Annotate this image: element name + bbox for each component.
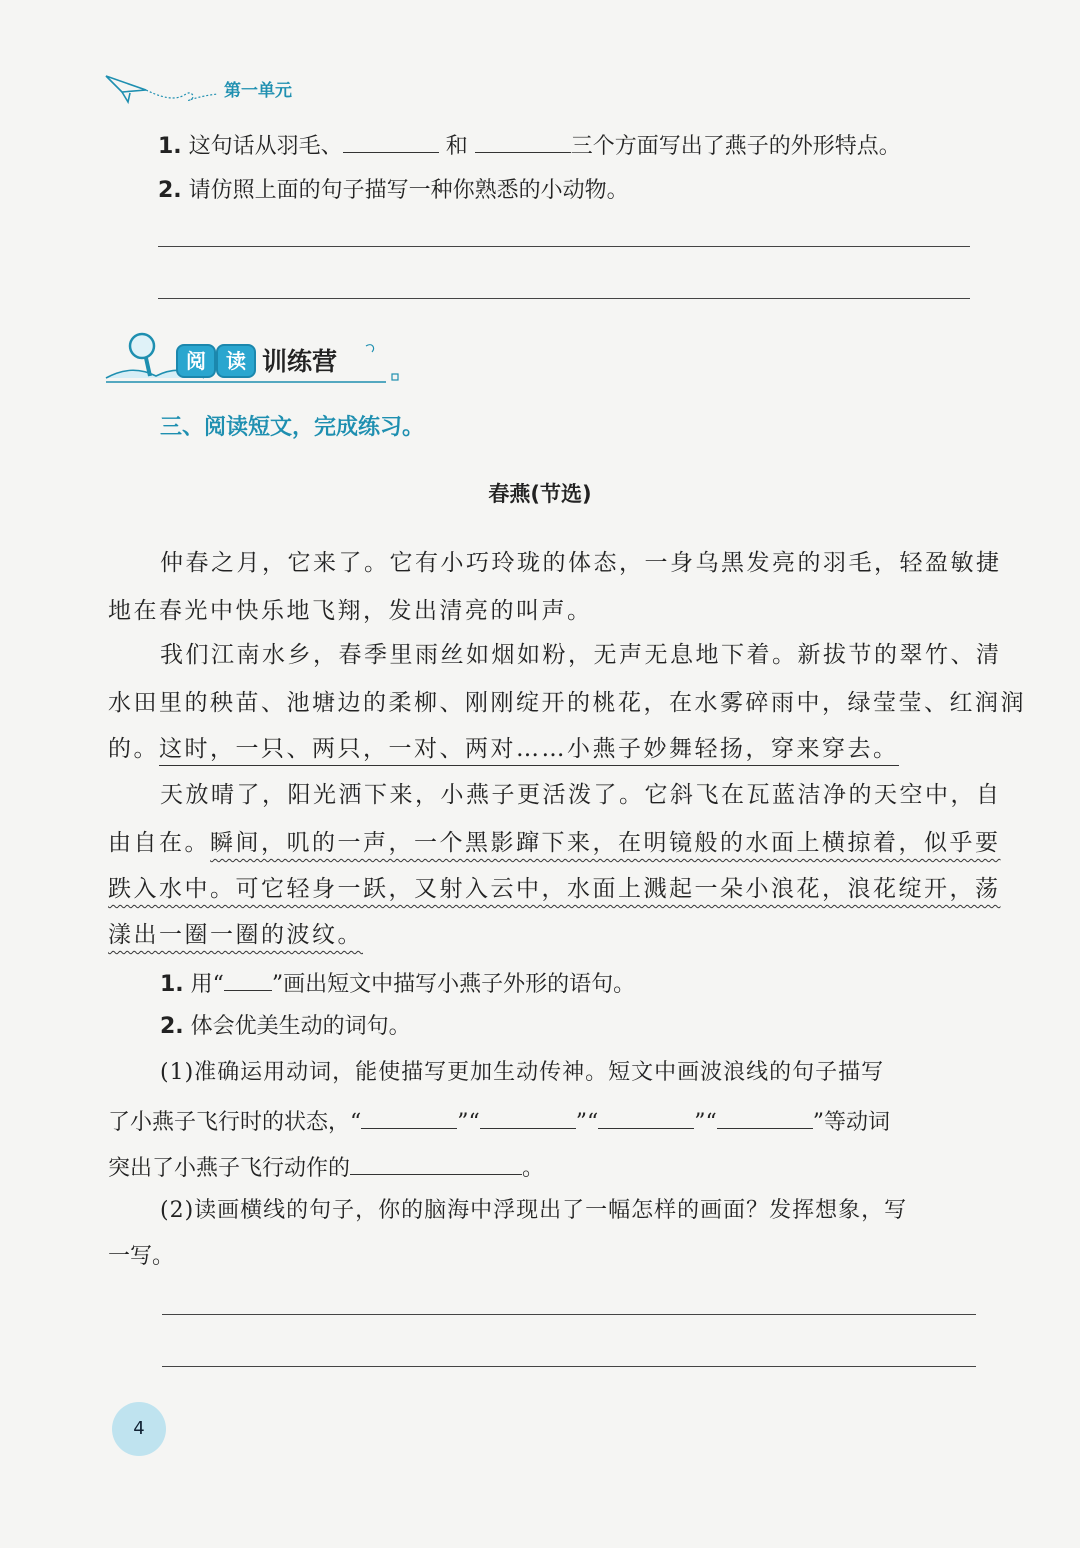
wavy-underlined-sentence: 跌入水中。可它轻身一跃，又射入云中，水面上溅起一朵小浪花，浪花绽开，荡 [108,876,1001,902]
passage-text: 的。 [108,736,159,762]
answer-blank[interactable] [717,1104,813,1129]
question-text: ”“ [575,1110,599,1135]
question-text: 请仿照上面的句子描写一种你熟悉的小动物。 [188,178,629,203]
question-2-1-blanks [108,1104,890,1138]
question-text: 了小燕子飞行时的状态，“ [108,1110,362,1135]
passage-line [108,828,1001,858]
question-text: 体会优美生动的词句。 [190,1014,411,1039]
answer-blank[interactable] [343,128,439,153]
question-number: 2. [158,178,182,203]
section-title: 三、阅读短文，完成练习。 [160,415,425,440]
unit-title: 第一单元 [224,81,292,101]
answer-blank[interactable] [598,1104,694,1129]
passage-line: 我们江南水乡，春季里雨丝如烟如粉，无声无息地下着。新拔节的翠竹、清 [160,642,1002,668]
passage-text: 由自在。 [108,830,210,856]
passage-line [108,734,899,764]
question-text: 三个方面写出了燕子的外形特点。 [570,134,901,159]
wavy-underlined-sentence: 漾出一圈一圈的波纹。 [108,922,363,948]
question-text: ”“ [457,1110,480,1135]
writing-line[interactable] [158,246,970,247]
question-text: ”等动词 [812,1110,890,1135]
question-text: 突出了小燕子飞行动作的 [108,1156,351,1181]
answer-blank[interactable] [480,1104,576,1129]
answer-blank[interactable] [350,1150,522,1175]
question-text: 用“ [190,972,224,997]
upper-question-2 [158,176,629,206]
writing-line[interactable] [162,1366,976,1367]
answer-blank[interactable] [475,128,571,153]
banner-label: 训练营 [262,347,338,376]
passage-line: 仲春之月，它来了。它有小巧玲珑的体态，一身乌黑发亮的羽毛，轻盈敏捷 [160,550,1002,576]
question-2-2-end: 一写。 [108,1244,175,1269]
question-text: 这句话从羽毛、 [188,134,343,159]
banner-badge: 阅 [176,344,216,378]
question-2-1: (1)准确运用动词，能使描写更加生动传神。短文中画波浪线的句子描写 [160,1060,885,1085]
banner-badge: 读 [216,344,256,378]
question-text: 和 [445,134,468,159]
passage-line [108,874,1001,904]
question-1 [160,966,635,1000]
underlined-sentence: 这时，一只、两只，一对、两对……小燕子妙舞轻扬，穿来穿去。 [159,736,899,766]
question-text: ”“ [694,1110,717,1135]
question-2 [160,1012,411,1042]
writing-line[interactable] [158,298,970,299]
question-number: 2. [160,1014,184,1039]
question-text: 。 [522,1156,545,1181]
passage-line: 地在春光中快乐地飞翔，发出清亮的叫声。 [108,598,593,624]
question-number: 1. [158,134,182,159]
question-2-1-end [108,1150,544,1184]
upper-question-1 [158,128,901,162]
writing-line[interactable] [162,1314,976,1315]
passage-line: 水田里的秧苗、池塘边的柔柳、刚刚绽开的桃花，在水雾碎雨中，绿莹莹、红润润 [108,690,1026,716]
unit-header [100,62,360,112]
question-text: ”画出短文中描写小燕子外形的语句。 [271,972,636,997]
underline-sample [224,966,272,991]
page-number: 4 [112,1402,166,1456]
reading-camp-banner [104,330,414,390]
answer-blank[interactable] [361,1104,457,1129]
question-number: 1. [160,972,184,997]
passage-line [108,920,363,950]
paper-plane-icon [100,62,230,112]
passage-title: 春燕(节选) [488,482,592,506]
magnifier-book-icon [104,330,414,390]
passage-line: 天放晴了，阳光洒下来，小燕子更活泼了。它斜飞在瓦蓝洁净的天空中，自 [160,782,1002,808]
wavy-underlined-sentence: 瞬间，叽的一声，一个黑影蹿下来，在明镜般的水面上横掠着，似乎要 [210,830,1001,856]
question-2-2: (2)读画横线的句子，你的脑海中浮现出了一幅怎样的画面？发挥想象，写 [160,1198,908,1223]
